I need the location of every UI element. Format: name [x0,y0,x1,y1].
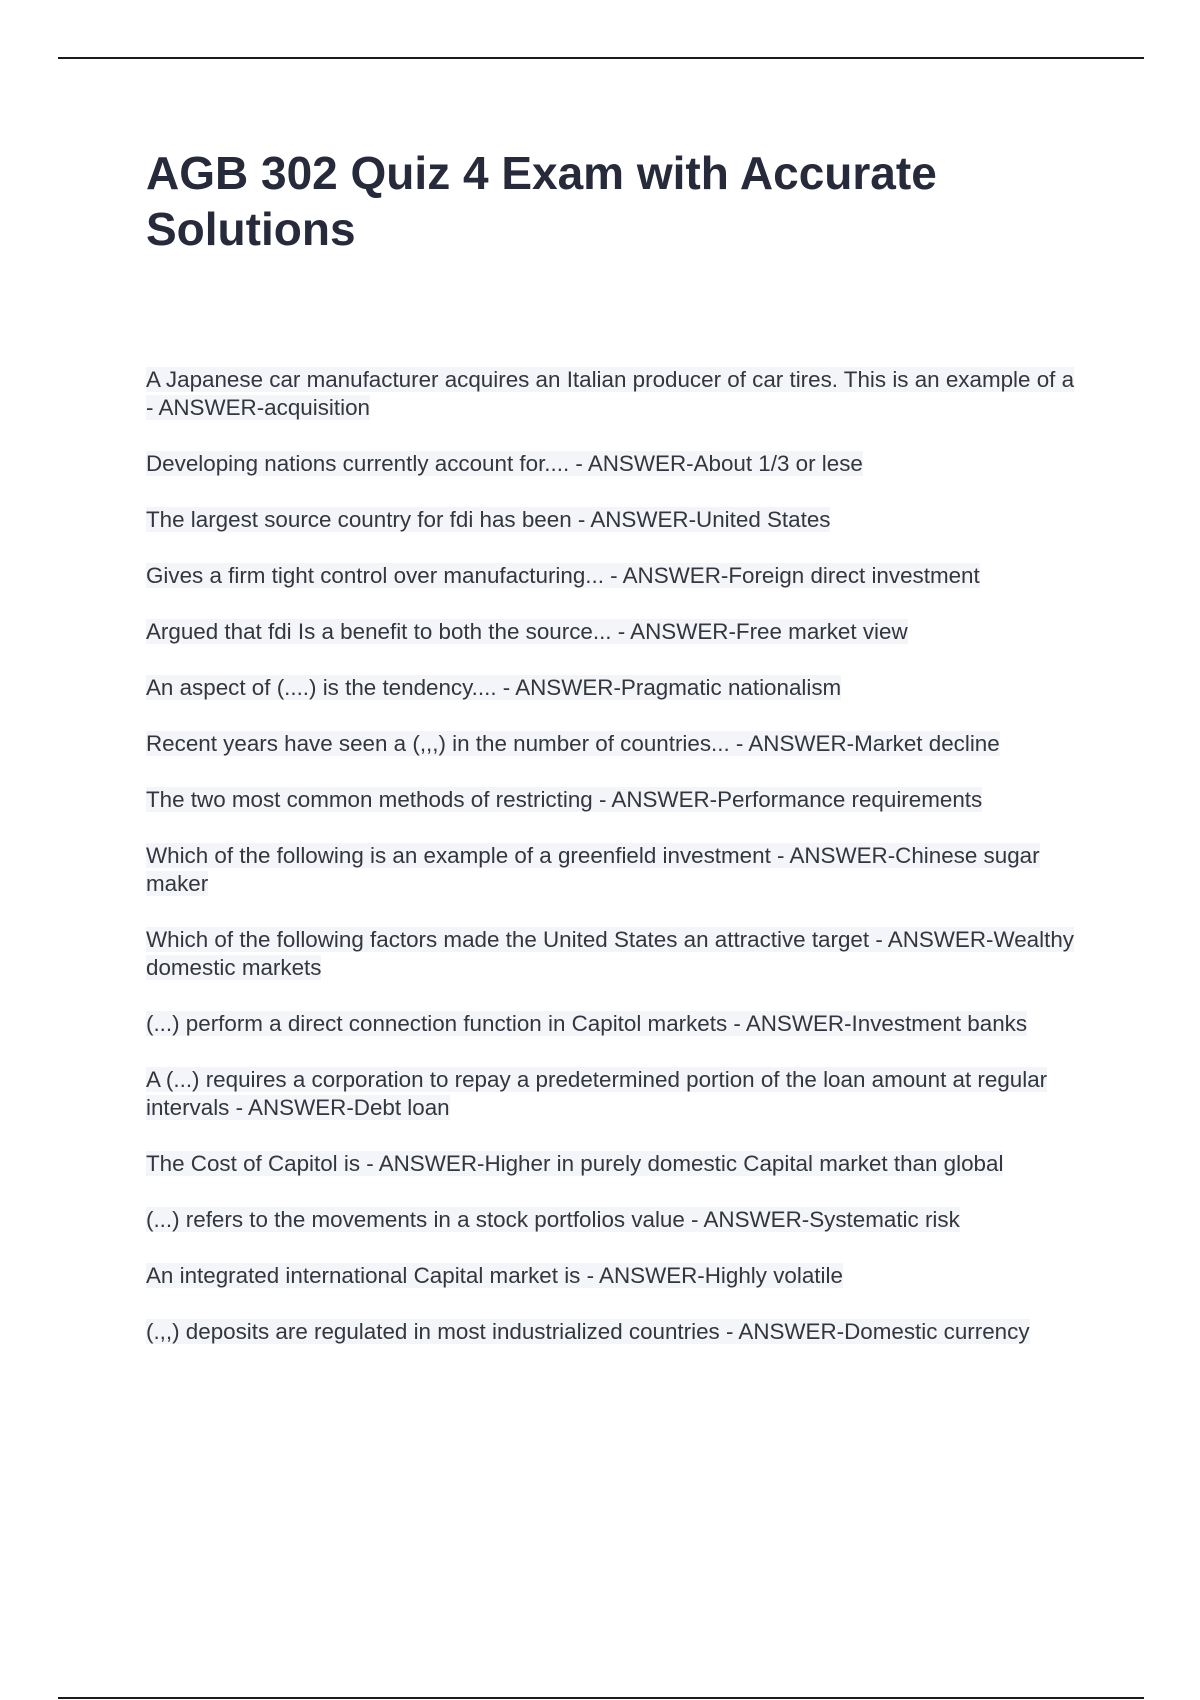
qa-text: The Cost of Capitol is - ANSWER-Higher in purely domestic Capital market than global [146,1151,1004,1176]
qa-item [146,842,1076,898]
qa-item [146,1010,1076,1038]
qa-item [146,562,1076,590]
qa-text: Which of the following is an example of a greenfield investment - ANSWER-Chinese sugar maker [146,843,1040,896]
qa-text: Which of the following factors made the United States an attractive target - ANSWER-Wealthy domestic markets [146,927,1074,980]
qa-text: Developing nations currently account for.... - ANSWER-About 1/3 or lese [146,451,863,476]
qa-text: (.,,) deposits are regulated in most industrialized countries - ANSWER-Domestic currency [146,1319,1030,1344]
qa-item [146,618,1076,646]
qa-text: Argued that fdi Is a benefit to both the source... - ANSWER-Free market view [146,619,908,644]
qa-text: The two most common methods of restricting - ANSWER-Performance requirements [146,787,983,812]
qa-item [146,1066,1076,1122]
qa-text: (...) perform a direct connection function in Capitol markets - ANSWER-Investment banks [146,1011,1028,1036]
qa-text: A (...) requires a corporation to repay a predetermined portion of the loan amount at regular intervals - ANSWER-Debt loan [146,1067,1048,1120]
bottom-divider [58,1697,1144,1699]
qa-text: An aspect of (....) is the tendency.... - ANSWER-Pragmatic nationalism [146,675,842,700]
qa-item [146,506,1076,534]
qa-item [146,730,1076,758]
qa-item [146,450,1076,478]
qa-text: An integrated international Capital market is - ANSWER-Highly volatile [146,1263,843,1288]
qa-item [146,674,1076,702]
document-title: AGB 302 Quiz 4 Exam with Accurate Solutions [146,147,937,255]
qa-item [146,1262,1076,1290]
qa-item [146,1206,1076,1234]
qa-text: A Japanese car manufacturer acquires an Italian producer of car tires. This is an example of a - ANSWER-acquisition [146,367,1075,420]
qa-text: (...) refers to the movements in a stock portfolios value - ANSWER-Systematic risk [146,1207,960,1232]
qa-list [146,366,1076,1374]
qa-item [146,1150,1076,1178]
qa-text: Gives a firm tight control over manufacturing... - ANSWER-Foreign direct investment [146,563,980,588]
top-divider [58,57,1144,59]
qa-text: The largest source country for fdi has been - ANSWER-United States [146,507,831,532]
qa-text: Recent years have seen a (,,,) in the number of countries... - ANSWER-Market decline [146,731,1000,756]
qa-item [146,1318,1076,1346]
qa-item [146,786,1076,814]
qa-item [146,366,1076,422]
qa-item [146,926,1076,982]
